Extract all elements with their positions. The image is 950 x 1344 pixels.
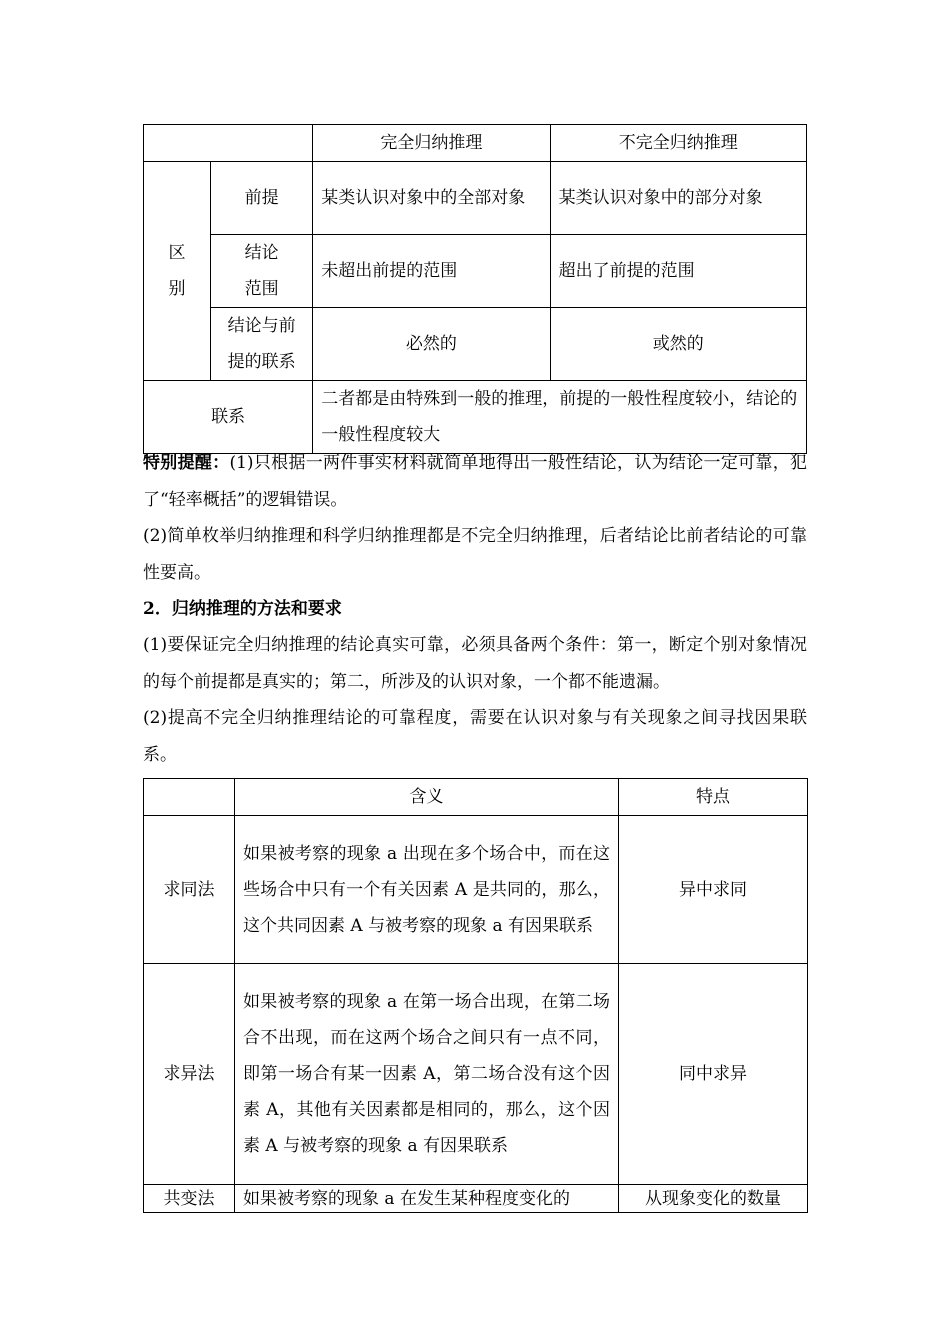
table-row	[144, 308, 807, 381]
row-label-conclusion-scope	[211, 235, 313, 308]
group-label-difference	[144, 162, 211, 381]
row-label-line: 范围	[244, 279, 279, 299]
table-header-empty	[144, 125, 313, 162]
row-label-premise: 前提	[211, 162, 313, 235]
method-name: 求异法	[144, 964, 235, 1185]
note-paragraph-1	[143, 445, 807, 518]
table-header-empty	[144, 779, 235, 816]
cell-incomplete: 超出了前提的范围	[550, 235, 806, 308]
method-meaning: 如果被考察的现象 a 出现在多个场合中，而在这些场合中只有一个有关因素 A 是共同的，那么，这个共同因素 A 与被考察的现象 a 有因果联系	[235, 816, 619, 964]
header-incomplete-induction: 不完全归纳推理	[550, 125, 806, 162]
header-complete-induction: 完全归纳推理	[313, 125, 550, 162]
method-feature: 异中求同	[619, 816, 808, 964]
note-paragraph-2: (2)简单枚举归纳推理和科学归纳推理都是不完全归纳推理，后者结论比前者结论的可靠性要高。	[143, 526, 807, 583]
group-label-char: 区	[168, 243, 186, 263]
table-row	[144, 162, 807, 235]
cell-complete: 某类认识对象中的全部对象	[313, 162, 550, 235]
induction-comparison-table	[143, 124, 807, 454]
header-feature: 特点	[619, 779, 808, 816]
method-name: 共变法	[144, 1185, 235, 1213]
cell-incomplete: 或然的	[550, 308, 806, 381]
method-feature: 从现象变化的数量	[619, 1185, 808, 1213]
cell-incomplete: 某类认识对象中的部分对象	[550, 162, 806, 235]
table-header-row	[144, 125, 807, 162]
causal-methods-table	[143, 778, 808, 1213]
table-row	[144, 381, 807, 454]
method-meaning: 如果被考察的现象 a 在第一场合出现，在第二场合不出现，而在这两个场合之间只有一点不同，即第一场合有某一因素 A，第二场合没有这个因素 A，其他有关因素都是相同的，那么，这个因素 A 与被考察的现象 a 有因果联系	[235, 964, 619, 1185]
table-row	[144, 1185, 808, 1213]
group-label-char: 别	[168, 279, 186, 299]
row-label-line: 提的联系	[227, 352, 296, 372]
section-paragraph-1: (1)要保证完全归纳推理的结论真实可靠，必须具备两个条件：第一，断定个别对象情况的每个前提都是真实的；第二，所涉及的认识对象，一个都不能遗漏。	[143, 635, 807, 692]
section-paragraph-2: (2)提高不完全归纳推理结论的可靠程度，需要在认识对象与有关现象之间寻找因果联系。	[143, 708, 807, 765]
cell-complete: 必然的	[313, 308, 550, 381]
section-heading: 2．归纳推理的方法和要求	[143, 599, 342, 619]
header-meaning: 含义	[235, 779, 619, 816]
table-row	[144, 235, 807, 308]
table-row	[144, 816, 808, 964]
row-label-line: 结论与前	[227, 316, 296, 336]
note-text: (1)只根据一两件事实材料就简单地得出一般性结论，认为结论一定可靠，犯了“轻率概括”的逻辑错误。	[143, 453, 807, 510]
table-row	[144, 964, 808, 1185]
method-meaning: 如果被考察的现象 a 在发生某种程度变化的	[235, 1185, 619, 1213]
method-feature: 同中求异	[619, 964, 808, 1185]
row-label-line: 结论	[244, 243, 279, 263]
table-header-row	[144, 779, 808, 816]
row-label-conclusion-premise-link	[211, 308, 313, 381]
row-label-connection: 联系	[144, 381, 313, 454]
note-lead: 特别提醒：	[143, 453, 230, 473]
cell-connection-text: 二者都是由特殊到一般的推理，前提的一般性程度较小，结论的一般性程度较大	[313, 381, 807, 454]
method-name: 求同法	[144, 816, 235, 964]
cell-complete: 未超出前提的范围	[313, 235, 550, 308]
